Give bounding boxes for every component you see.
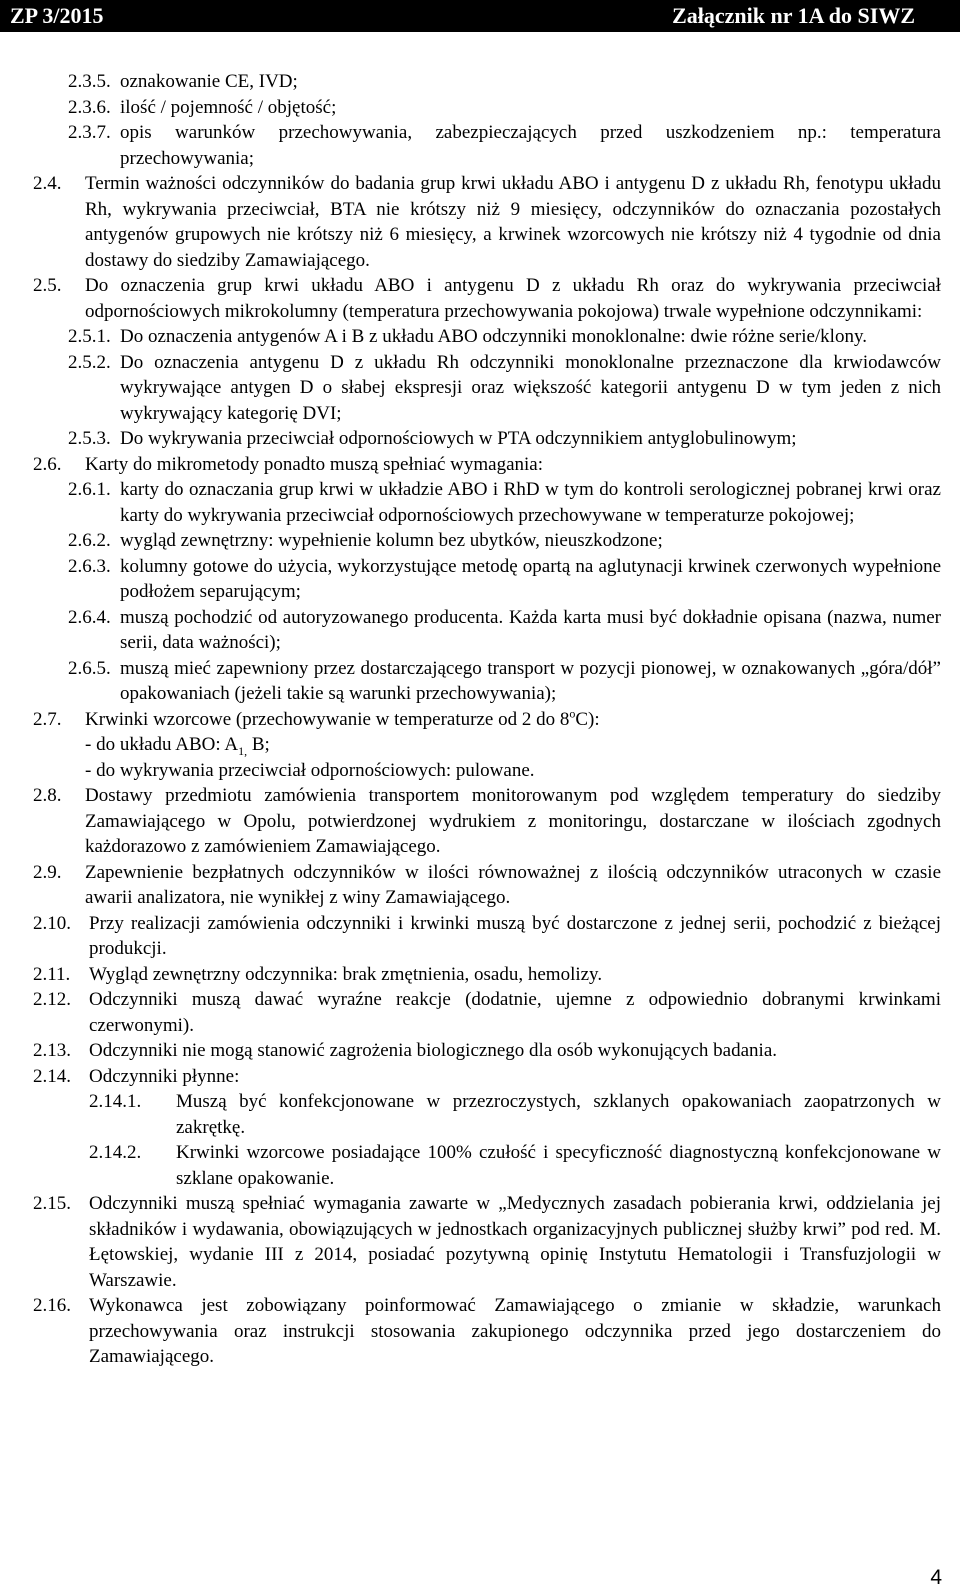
list-item xyxy=(33,477,941,528)
subscript: 1, xyxy=(238,743,248,758)
item-text-part: B; xyxy=(247,734,270,755)
list-item xyxy=(33,1064,941,1090)
item-number: 2.16. xyxy=(33,1295,71,1316)
item-number: 2.4. xyxy=(33,173,62,194)
list-item xyxy=(33,554,941,605)
item-text xyxy=(85,707,941,733)
list-item xyxy=(33,273,941,324)
item-number: 2.3.5. xyxy=(68,71,111,92)
item-number: 2.15. xyxy=(33,1193,71,1214)
item-text: Do oznaczenia antygenów A i B z układu ABO odczynniki monoklonalne: dwie różne serie/klony. xyxy=(120,326,867,347)
item-text-part: C): xyxy=(575,708,600,730)
list-item xyxy=(33,962,941,988)
list-item xyxy=(33,707,941,733)
item-text: Zapewnienie bezpłatnych odczynników w ilości równoważnej z ilością odczynników utraconych w czasie awarii analizatora, nie wynikłej z winy Zamawiającego. xyxy=(85,861,941,908)
list-item xyxy=(33,350,941,427)
item-number: 2.5.2. xyxy=(68,351,111,373)
page-number: 4 xyxy=(930,1565,942,1589)
item-text: Wykonawca jest zobowiązany poinformować Zamawiającego o zmianie w składzie, warunkach przechowywania oraz instrukcji stosowania zakupionego odczynnika przed jego dostarczeniem do Zamawiającego. xyxy=(89,1295,941,1367)
item-number: 2.6.3. xyxy=(68,555,111,577)
item-text-part: Krwinki wzorcowe (przechowywanie w temperaturze od 2 do 8 xyxy=(85,708,570,730)
attachment-label: Załącznik nr 1A do SIWZ xyxy=(672,3,915,28)
item-number: 2.5.1. xyxy=(68,326,111,347)
tender-reference: ZP 3/2015 xyxy=(10,3,104,28)
item-number: 2.14.2. xyxy=(89,1142,142,1163)
item-text: Muszą być konfekcjonowane w przezroczystych, szklanych opakowaniach zaopatrzonych w zakrętkę. xyxy=(176,1091,941,1138)
list-item xyxy=(33,1191,941,1293)
list-item xyxy=(33,95,941,121)
item-text: wygląd zewnętrzny: wypełnienie kolumn bez ubytków, nieuszkodzone; xyxy=(120,530,663,551)
item-text: karty do oznaczania grup krwi w układzie ABO i RhD w tym do kontroli serologicznej pobranej krwi oraz karty do wykrywania przeciwciał odpornościowych przechowywane w temperaturze pokojowej; xyxy=(120,479,941,526)
item-text xyxy=(85,732,941,758)
item-text: kolumny gotowe do użycia, wykorzystujące metodę opartą na aglutynacji krwinek czerwonych wypełnione podłożem separującym; xyxy=(120,555,941,602)
item-text: Wygląd zewnętrzny odczynnika: brak zmętnienia, osadu, hemolizy. xyxy=(89,963,603,985)
list-subline xyxy=(33,758,941,784)
degree-superscript: o xyxy=(569,706,576,721)
item-text: ilość / pojemność / objętość; xyxy=(120,96,337,118)
item-text: Krwinki wzorcowe posiadające 100% czułość i specyficzność diagnostyczną konfekcjonowane w szklane opakowanie. xyxy=(176,1142,941,1189)
list-item xyxy=(33,69,941,95)
item-text: Odczynniki nie mogą stanowić zagrożenia biologicznego dla osób wykonujących badania. xyxy=(89,1040,777,1061)
list-item xyxy=(33,120,941,171)
item-text: Karty do mikrometody ponadto muszą spełniać wymagania: xyxy=(85,453,543,475)
list-item xyxy=(33,860,941,911)
item-number: 2.11. xyxy=(33,963,71,985)
list-item xyxy=(33,911,941,962)
item-number: 2.6.1. xyxy=(68,479,111,500)
list-subline xyxy=(33,732,941,758)
item-text: Do oznaczenia grup krwi układu ABO i antygenu D z układu Rh oraz do wykrywania przeciwciał odpornościowych mikrokolumny (temperatura przechowywania pokojowa) trwale wypełnione odczynnikami: xyxy=(85,275,941,322)
item-number: 2.14.1. xyxy=(89,1091,142,1112)
list-item xyxy=(33,1089,941,1140)
item-text: - do wykrywania przeciwciał odpornościowych: pulowane. xyxy=(85,759,535,781)
item-number: 2.5.3. xyxy=(68,428,111,449)
list-item xyxy=(33,656,941,707)
list-item xyxy=(33,1293,941,1370)
item-number: 2.6. xyxy=(33,453,62,475)
item-text: Odczynniki płynne: xyxy=(89,1065,240,1087)
item-text: Odczynniki muszą dawać wyraźne reakcje (dodatnie, ujemne z odpowiednio dobranymi krwinkami czerwonymi). xyxy=(89,989,941,1036)
item-text: Przy realizacji zamówienia odczynniki i krwinki muszą być dostarczone z jednej serii, pochodzić z bieżącej produkcji. xyxy=(89,912,941,959)
document-body xyxy=(33,69,941,1370)
item-number: 2.3.6. xyxy=(68,96,111,118)
item-text: Do wykrywania przeciwciał odpornościowych w PTA odczynnikiem antyglobulinowym; xyxy=(120,428,797,449)
list-item xyxy=(33,1038,941,1064)
item-number: 2.8. xyxy=(33,785,62,806)
list-item xyxy=(33,1140,941,1191)
item-text: Termin ważności odczynników do badania grup krwi układu ABO i antygenu D z układu Rh, fenotypu układu Rh, wykrywania przeciwciał, BTA nie krótszy niż 9 miesięcy, odczynników do oznaczania pozostałych antygenów grupowych nie krótszy niż 6 miesięcy, a krwinek wzorcowych nie krótszy niż 4 tygodnie od dnia dostawy do siedziby Zamawiającego. xyxy=(85,173,941,271)
item-text: Do oznaczenia antygenu D z układu Rh odczynniki monoklonalne przeznaczone dla krwiodawców wykrywające antygen D o słabej ekspresji oraz większość kategorii antygenu D w tym jeden z nich wykrywający kategorię DVI; xyxy=(120,351,941,424)
list-item xyxy=(33,426,941,452)
item-text: muszą mieć zapewniony przez dostarczającego transport w pozycji pionowej, w oznakowanych „góra/dół” opakowaniach (jeżeli takie są warunki przechowywania); xyxy=(120,657,941,704)
list-item xyxy=(33,605,941,656)
item-number: 2.9. xyxy=(33,861,62,883)
item-text: opis warunków przechowywania, zabezpieczających przed uszkodzeniem np.: temperatura przechowywania; xyxy=(120,122,941,169)
item-number: 2.6.2. xyxy=(68,530,111,551)
list-item xyxy=(33,171,941,273)
list-item xyxy=(33,783,941,860)
item-number: 2.14. xyxy=(33,1065,71,1087)
item-number: 2.10. xyxy=(33,912,71,934)
list-item xyxy=(33,987,941,1038)
item-number: 2.13. xyxy=(33,1040,71,1061)
item-text: muszą pochodzić od autoryzowanego producenta. Każda karta musi być dokładnie opisana (nazwa, numer serii, data ważności); xyxy=(120,606,941,653)
item-number: 2.12. xyxy=(33,989,71,1010)
item-number: 2.7. xyxy=(33,708,62,730)
item-number: 2.6.5. xyxy=(68,657,111,679)
list-item xyxy=(33,528,941,554)
list-item xyxy=(33,324,941,350)
document-header xyxy=(0,0,960,32)
item-number: 2.6.4. xyxy=(68,606,111,628)
item-number: 2.5. xyxy=(33,275,62,296)
item-text: oznakowanie CE, IVD; xyxy=(120,71,298,92)
item-number: 2.3.7. xyxy=(68,122,111,143)
item-text: Odczynniki muszą spełniać wymagania zawarte w „Medycznych zasadach pobierania krwi, oddzielania jej składników i wydawania, obowiązujących w jednostkach organizacyjnych publicznej służby krwi” pod red. M. Łętowskiej, wydanie III z 2014, posiadać pozytywną opinię Instytutu Hematologii i Transfuzjologii w Warszawie. xyxy=(89,1193,941,1291)
item-text: Dostawy przedmiotu zamówienia transportem monitorowanym pod względem temperatury do siedziby Zamawiającego w Opolu, potwierdzonej wydrukiem z monitoringu, dostarczane w ilościach zgodnych każdorazowo z zamówieniem Zamawiającego. xyxy=(85,785,941,857)
item-text-part: - do układu ABO: A xyxy=(85,734,239,755)
list-item xyxy=(33,452,941,478)
